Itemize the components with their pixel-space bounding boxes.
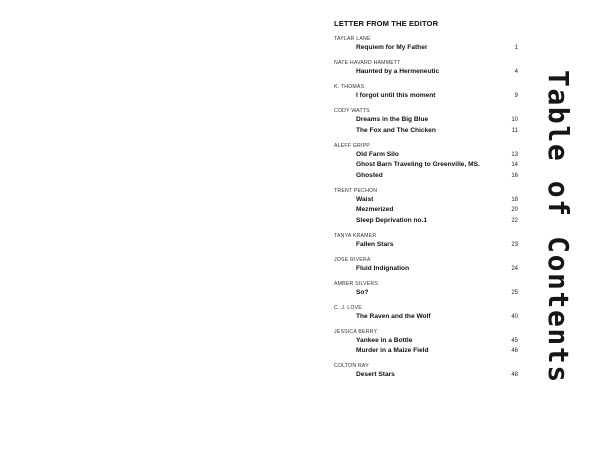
page-number: 10 [511, 117, 518, 123]
author-group [334, 233, 520, 250]
work-title: Sleep Deprivation no.1 [356, 216, 428, 224]
author-group [334, 257, 520, 274]
toc-entry[interactable] [334, 216, 520, 226]
page-number: 45 [511, 337, 518, 344]
work-title: Mezmerized [356, 206, 394, 213]
page-number: 20 [511, 207, 518, 213]
page-number: 16 [511, 172, 518, 179]
author-group [334, 188, 520, 226]
author-name: TAYLAR LANE [334, 36, 371, 42]
page-number: 11 [511, 127, 518, 134]
work-title: Waist [356, 195, 374, 203]
page-number: 23 [511, 241, 518, 248]
page-number: 1 [514, 45, 518, 51]
toc-entry[interactable] [334, 171, 520, 181]
author-group [334, 84, 520, 101]
work-title: Fluid Indignation [356, 264, 410, 272]
toc-entry[interactable] [334, 288, 520, 298]
author-name: TANYA KRAMER [334, 232, 377, 239]
author-name: K. THOMAS [334, 84, 365, 90]
page-number: 13 [511, 151, 518, 158]
toc-entry[interactable] [334, 336, 520, 346]
toc-entry[interactable] [334, 160, 520, 170]
page-number: 22 [511, 217, 518, 224]
work-title: Murder in a Maize Field [356, 347, 429, 354]
author-name: JOSE RIVERA [334, 256, 371, 263]
work-title: The Raven and the Wolf [356, 312, 431, 320]
work-title: So? [356, 288, 369, 296]
author-name: CODY WATTS [334, 108, 370, 114]
work-title: Requiem for My Father [356, 44, 428, 51]
author-name: NATE HAVARD HAMMETT [334, 60, 401, 66]
page-number: 18 [511, 196, 518, 203]
page-number: 25 [511, 289, 518, 296]
toc-list [334, 36, 520, 380]
work-title: Ghost Barn Traveling to Greenville, MS. [356, 161, 480, 168]
author-group [334, 108, 520, 136]
toc-entry[interactable] [334, 240, 520, 250]
author-group [334, 305, 520, 322]
page-number: 9 [514, 93, 518, 99]
work-title: Ghosted [356, 171, 383, 179]
author-group [334, 60, 520, 77]
work-title: Fallen Stars [356, 240, 394, 248]
work-title: Desert Stars [356, 371, 395, 378]
toc-entry[interactable] [334, 264, 520, 274]
author-group [334, 143, 520, 181]
toc-entry[interactable] [334, 91, 520, 101]
author-name: TRENT PECHON [334, 187, 378, 194]
toc-entry[interactable] [334, 126, 520, 136]
work-title: I forgot until this moment [356, 92, 436, 99]
table-of-contents [334, 19, 520, 387]
page-title: Table of Contents [542, 70, 575, 384]
page-number: 46 [511, 348, 518, 354]
work-title: Haunted by a Hermeneutic [356, 68, 440, 75]
page-number: 40 [511, 313, 518, 320]
page-number: 14 [511, 162, 518, 168]
toc-entry[interactable] [334, 150, 520, 160]
author-name: JESSICA BERRY [334, 328, 378, 335]
work-title: Old Farm Silo [356, 150, 399, 158]
work-title: Dreams in the Big Blue [356, 116, 429, 123]
author-name: COLTON RAY [334, 363, 369, 369]
author-name: ALEFF GRIPP [334, 142, 370, 149]
work-title: Yankee in a Bottle [356, 336, 413, 344]
toc-entry[interactable] [334, 43, 520, 53]
author-group [334, 363, 520, 380]
toc-entry[interactable] [334, 205, 520, 215]
toc-entry[interactable] [334, 346, 520, 356]
page-number: 24 [511, 265, 518, 272]
page-number: 4 [514, 69, 518, 75]
toc-entry[interactable] [334, 195, 520, 205]
toc-entry[interactable] [334, 312, 520, 322]
author-group [334, 281, 520, 298]
editor-letter-heading: LETTER FROM THE EDITOR [334, 19, 439, 28]
author-group [334, 329, 520, 357]
author-name: C. J. LOVE [334, 304, 362, 311]
author-group [334, 36, 520, 53]
toc-entry[interactable] [334, 370, 520, 380]
toc-entry[interactable] [334, 67, 520, 77]
work-title: The Fox and The Chicken [356, 126, 436, 134]
author-name: AMBER SILVERS [334, 280, 379, 287]
toc-entry[interactable] [334, 115, 520, 125]
page-number: 48 [511, 372, 518, 378]
